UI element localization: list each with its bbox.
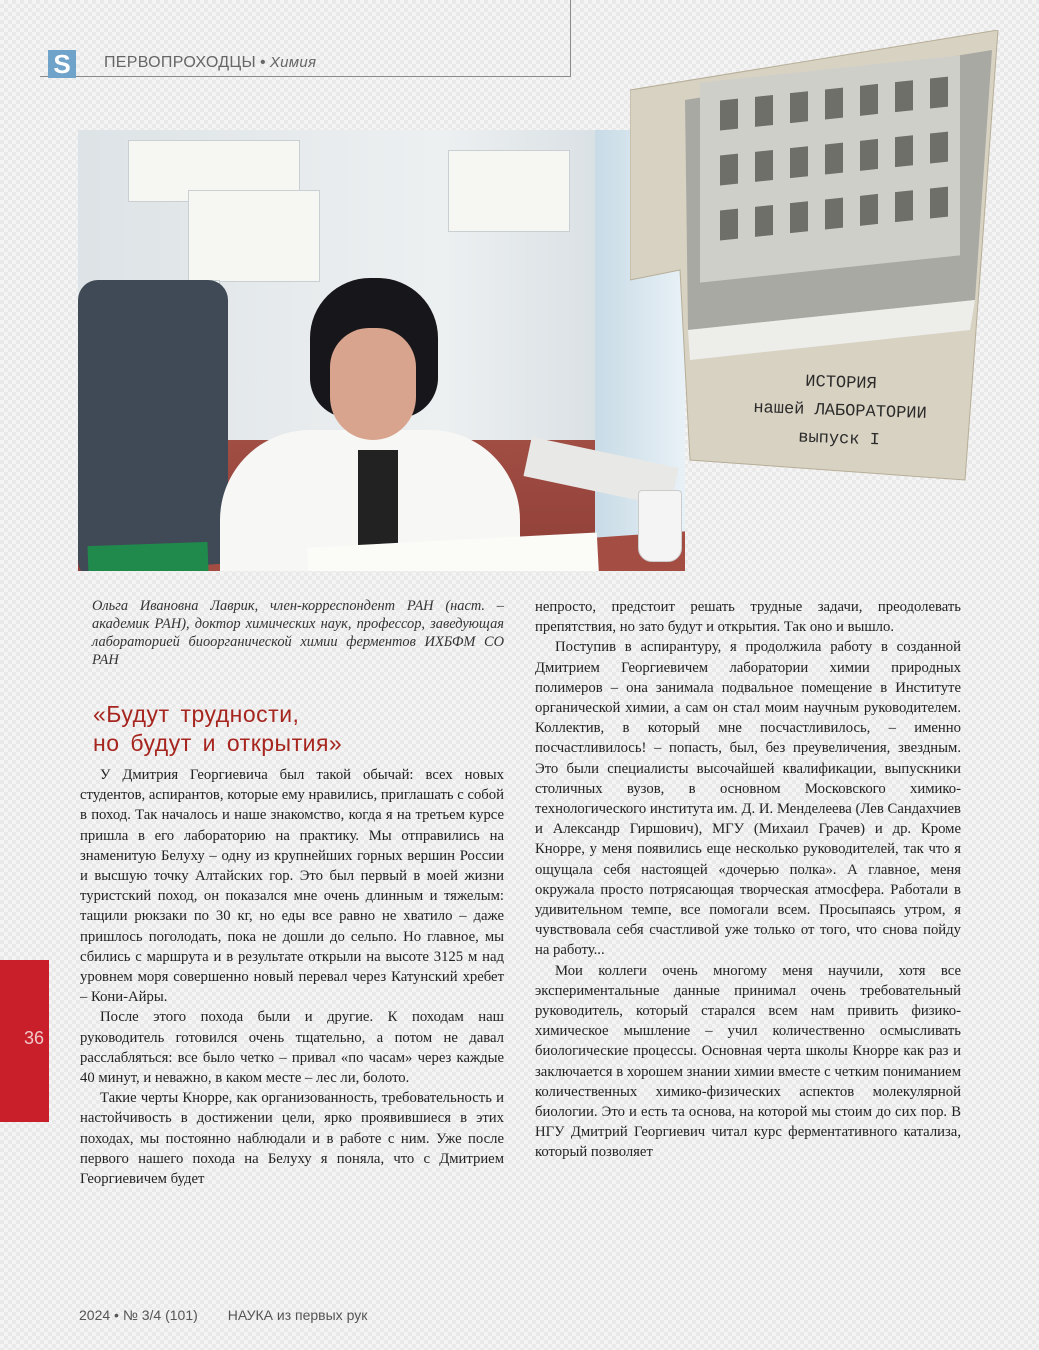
magazine-name: НАУКА из первых рук (227, 1307, 368, 1323)
section-title: ПЕРВОПРОХОДЦЫ (104, 54, 256, 71)
photo-caption: Ольга Ивановна Лаврик, член-корреспондент РАН (наст. – академик РАН), доктор химических наук, профессор, заведующая лабораторией биоорганической химии ферментов ИХБФМ СО РАН (92, 598, 504, 668)
text-column-right (535, 597, 961, 1163)
booklet-title-line3: выпуск I (797, 428, 881, 451)
section-header (104, 54, 316, 72)
paragraph: Такие черты Кнорре, как организованность, требовательность и настойчивость в достижении цели, ярко проявившиеся в этих походах, мы постоянно наблюдали и в работе с ним. Уже после первого нашего похода на Белуху я поняла, что с Дмитрием Георгиевичем будет (80, 1090, 504, 1188)
subheading-line2: но будут и открытия» (93, 730, 343, 756)
booklet-title-line1: ИСТОРИЯ (804, 372, 878, 395)
paragraph: непросто, предстоит решать трудные задачи, преодолевать препятствия, но зато будут и открытия. Так оно и вышло. (535, 599, 961, 636)
lab-history-booklet-photo (630, 30, 1000, 500)
magazine-logo: S (48, 50, 76, 78)
portrait-photo (78, 130, 685, 571)
article-subheading (93, 700, 513, 758)
paragraph: У Дмитрия Георгиевича был такой обычай: всех новых студентов, аспирантов, которые ему нравились, приглашать с собой в поход. Так началось и наше знакомство, когда я на третьем курсе пришла в его лабораторию на практику. Мы отправились на знаменитую Белуху – одну из крупнейших горных вершин России и высшую точку Алтайских гор. Это был первый в моей жизни туристский поход, он показался мне очень длинным и тяжелым: тащили рюкзаки по 30 кг, но еды все равно не хватило – даже пришлось поголодать, пока не дошли до сельпо. Но главное, мы сбились с маршрута и в результате открыли на высоте 3125 м над уровнем моря совершенно новый перевал через Катунский хребет – Кони-Айры. (80, 767, 504, 1006)
subheading-line1: «Будут трудности, (93, 701, 300, 727)
footer (79, 1307, 367, 1323)
subsection-title: Химия (269, 54, 317, 71)
paragraph: Поступив в аспирантуру, я продолжила работу в созданной Дмитрием Георгиевичем лаборатории химии природных полимеров – она занимала подвальное помещение в Институте органической химии, а сам он стал моим научным руководителем. Коллектив, в который мне посчастливилось, – именно посчастливилось! – попасть, был, без преувеличения, звездным. Это были специалисты высочайшей квалификации, выпускники столичных вузов, в основном Московского химико-технологического института им. Д. И. Менделеева (Лев Сандахчиев и Александр Гиршович), МГУ (Михаил Грачев) и др. Кроме Кнорре, у меня появились еще несколько руководителей, так что я ощущала себя настоящей «дочерью полка». А главное, меня окружала просто потрясающая творческая атмосфера. Работали в удивительном темпе, все помогали всем. Просыпаясь утром, я чувствовала себя счастливой уже только от того, что снова пойду на работу... (535, 639, 961, 959)
paragraph: После этого похода были и другие. К походам наш руководитель готовился очень тщательно, а потом не давал расслабляться: все было четко – привал «по часам» через каждые 40 минут, и неважно, в каком месте – лес ли, болото. (80, 1009, 504, 1087)
page-number: 36 (24, 1028, 45, 1048)
section-separator: • (259, 54, 266, 71)
paragraph: Мои коллеги очень многому меня научили, хотя все экспериментальные данные принимал очень требовательный руководитель, который старался всем нам привить физико-химическое мышление – учил количественно осмысливать биологические процессы. Основная черта школы Кнорре как раз и заключается в хорошем знании химии вместе с четким пониманием количественных химико-физических аспектов молекулярной биологии. Это и есть та основа, на которой мы стоим до сих пор. В НГУ Дмитрий Георгиевич читал курс ферментативного катализа, который позволяет (535, 962, 961, 1161)
booklet-title-line2: нашей ЛАБОРАТОРИИ (753, 398, 928, 425)
issue-info: 2024 • № 3/4 (101) (79, 1307, 198, 1323)
text-column-left (80, 765, 504, 1189)
booklet-title (709, 365, 972, 458)
